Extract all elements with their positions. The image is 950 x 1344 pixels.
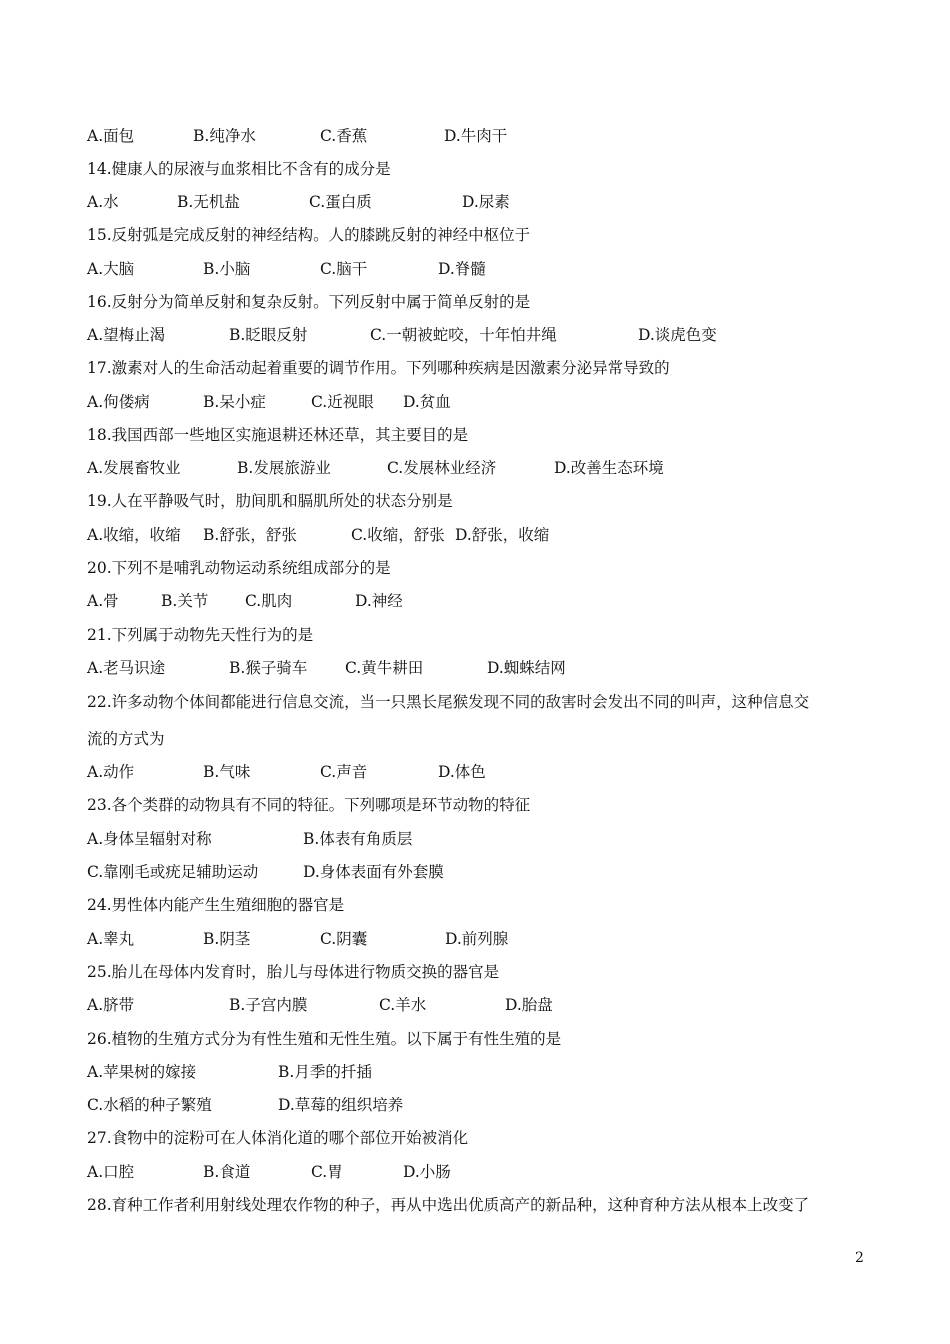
option-b: B.子宫内膜	[229, 996, 308, 1014]
option-c: C.近视眼	[311, 393, 374, 411]
q14-stem: 14.健康人的尿液与血浆相比不含有的成分是	[87, 160, 391, 178]
option-c: C.脑干	[320, 260, 368, 278]
q19-stem: 19.人在平静吸气时，肋间肌和膈肌所处的状态分别是	[87, 492, 453, 510]
option-a: A.苹果树的嫁接	[87, 1063, 197, 1081]
option-b: B.阴茎	[203, 930, 251, 948]
q22-stem: 22.许多动物个体间都能进行信息交流，当一只黑长尾猴发现不同的敌害时会发出不同的叫声，这种信息交	[87, 693, 810, 711]
option-b: B.食道	[203, 1163, 251, 1181]
option-a: A.口腔	[87, 1163, 135, 1181]
option-c: C.一朝被蛇咬，十年怕井绳	[370, 326, 557, 344]
option-b: B.无机盐	[177, 193, 240, 211]
option-b: B.眨眼反射	[229, 326, 308, 344]
q27-stem: 27.食物中的淀粉可在人体消化道的哪个部位开始被消化	[87, 1129, 469, 1147]
option-a: A.面包	[87, 127, 135, 145]
q15-stem: 15.反射弧是完成反射的神经结构。人的膝跳反射的神经中枢位于	[87, 226, 531, 244]
option-c: C.羊水	[379, 996, 427, 1014]
option-c: C.阴囊	[320, 930, 368, 948]
q28-stem: 28.育种工作者利用射线处理农作物的种子，再从中选出优质高产的新品种，这种育种方法从根本上改变了	[87, 1196, 810, 1214]
option-a: A.动作	[87, 763, 135, 781]
option-d: D.神经	[355, 592, 403, 610]
option-d: D.牛肉干	[444, 127, 508, 145]
option-d: D.小肠	[403, 1163, 451, 1181]
option-d: D.改善生态环境	[554, 459, 664, 477]
option-c: C.肌肉	[245, 592, 293, 610]
option-b: B.发展旅游业	[237, 459, 331, 477]
option-b: B.纯净水	[193, 127, 256, 145]
option-d: D.胎盘	[505, 996, 553, 1014]
option-a: A.睾丸	[87, 930, 135, 948]
q18-stem: 18.我国西部一些地区实施退耕还林还草，其主要目的是	[87, 426, 469, 444]
option-d: D.草莓的组织培养	[278, 1096, 404, 1114]
option-c: C.蛋白质	[309, 193, 372, 211]
q20-stem: 20.下列不是哺乳动物运动系统组成部分的是	[87, 559, 391, 577]
option-c: C.收缩，舒张	[351, 526, 445, 544]
option-c: C.靠刚毛或疣足辅助运动	[87, 863, 259, 881]
option-a: A.水	[87, 193, 119, 211]
option-c: C.胃	[311, 1163, 343, 1181]
option-d: D.脊髓	[438, 260, 486, 278]
option-d: D.身体表面有外套膜	[303, 863, 444, 881]
option-b: B.猴子骑车	[229, 659, 308, 677]
option-a: A.身体呈辐射对称	[87, 830, 212, 848]
q21-stem: 21.下列属于动物先天性行为的是	[87, 626, 314, 644]
option-a: A.佝偻病	[87, 393, 150, 411]
q16-stem: 16.反射分为简单反射和复杂反射。下列反射中属于简单反射的是	[87, 293, 531, 311]
option-d: D.体色	[438, 763, 486, 781]
option-b: B.小脑	[203, 260, 251, 278]
option-b: B.关节	[161, 592, 209, 610]
option-d: D.贫血	[403, 393, 451, 411]
option-a: A.脐带	[87, 996, 135, 1014]
option-b: B.气味	[203, 763, 251, 781]
option-c: C.香蕉	[320, 127, 368, 145]
q23-stem: 23.各个类群的动物具有不同的特征。下列哪项是环节动物的特征	[87, 796, 531, 814]
option-c: C.黄牛耕田	[345, 659, 424, 677]
q24-stem: 24.男性体内能产生生殖细胞的器官是	[87, 896, 345, 914]
option-d: D.尿素	[462, 193, 510, 211]
option-a: A.骨	[87, 592, 119, 610]
option-d: D.蜘蛛结网	[487, 659, 566, 677]
option-b: B.呆小症	[203, 393, 266, 411]
option-a: A.发展畜牧业	[87, 459, 181, 477]
option-b: B.舒张，舒张	[203, 526, 297, 544]
q17-stem: 17.激素对人的生命活动起着重要的调节作用。下列哪种疾病是因激素分泌异常导致的	[87, 359, 670, 377]
q22-stem-cont: 流的方式为	[87, 730, 165, 748]
option-c: C.发展林业经济	[387, 459, 497, 477]
q25-stem: 25.胎儿在母体内发育时，胎儿与母体进行物质交换的器官是	[87, 963, 500, 981]
option-d: D.舒张，收缩	[455, 526, 550, 544]
option-a: A.望梅止渴	[87, 326, 166, 344]
option-a: A.老马识途	[87, 659, 166, 677]
option-c: C.声音	[320, 763, 368, 781]
option-c: C.水稻的种子繁殖	[87, 1096, 212, 1114]
page-number: 2	[855, 1250, 864, 1266]
option-a: A.大脑	[87, 260, 135, 278]
option-b: B.体表有角质层	[303, 830, 413, 848]
q26-stem: 26.植物的生殖方式分为有性生殖和无性生殖。以下属于有性生殖的是	[87, 1030, 562, 1048]
option-d: D.谈虎色变	[638, 326, 717, 344]
option-b: B.月季的扦插	[278, 1063, 372, 1081]
option-a: A.收缩，收缩	[87, 526, 181, 544]
option-d: D.前列腺	[445, 930, 509, 948]
